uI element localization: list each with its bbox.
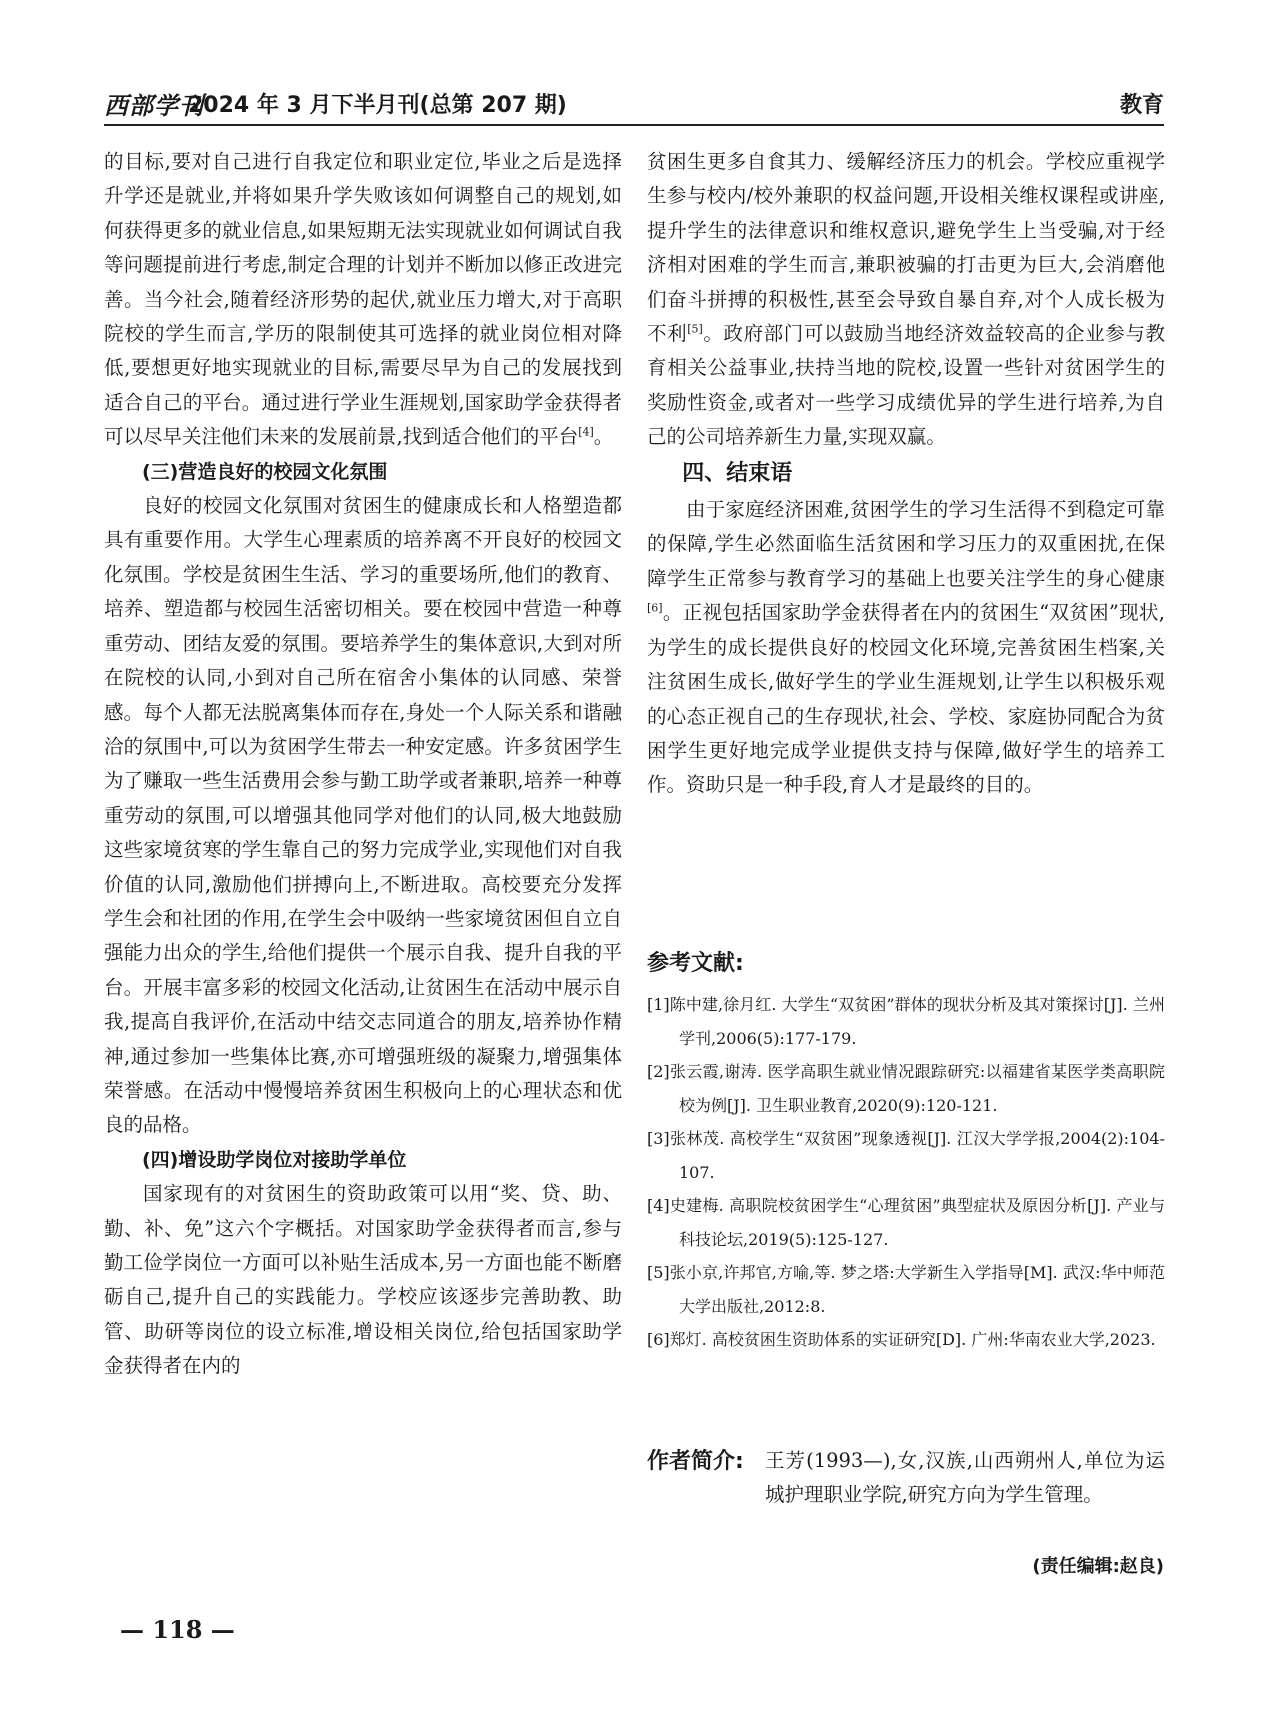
references-list	[647, 988, 1165, 1357]
responsible-editor: (责任编辑:赵良)	[1032, 1556, 1164, 1577]
paragraph: 的目标,要对自己进行自我定位和职业定位,毕业之后是选择升学还是就业,并将如果升学失败该如何调整自己的规划,如何获得更多的就业信息,如果短期无法实现就业如何调试自我等问题提前进行考虑,制定合理的计划并不断加以修正改进完善。当今社会,随着经济形势的起伏,就业压力增大,对于高职院校的学生而言,学历的限制使其可选择的就业岗位相对降低,要想更好地实现就业的目标,需要尽早为自己的发展找到适合自己的平台。通过进行学业生涯规划,国家助学金获得者可以尽早关注他们未来的发展前景,找到适合他们的平台[4]。	[104, 150, 622, 449]
page-header	[104, 84, 1164, 126]
section-heading: 四、结束语	[682, 460, 793, 486]
citation[interactable]: [5]	[687, 322, 703, 336]
author-label: 作者简介:	[647, 1449, 744, 1474]
paragraph: 贫困生更多自食其力、缓解经济压力的机会。学校应重视学生参与校内/校外兼职的权益问题,开设相关维权课程或讲座,提升学生的法律意识和维权意识,避免学生上当受骗,对于经济相对困难的学生而言,兼职被骗的打击更为巨大,会消磨他们奋斗拼搏的积极性,甚至会导致自暴自弃,对个人成长极为不利[5]。政府部门可以鼓励当地经济效益较高的企业参与教育相关公益事业,扶持当地的院校,设置一些针对贫困学生的奖励性资金,或者对一些学习成绩优异的学生进行培养,为自己的公司培养新生力量,实现双赢。	[647, 150, 1165, 449]
reference-item: [2]张云霞,谢涛. 医学高职生就业情况跟踪研究:以福建省某医学类高职院校为例[J]. 卫生职业教育,2020(9):120-121.	[647, 1062, 1165, 1115]
section-label: 教育	[1119, 93, 1164, 118]
reference-item: [3]张林茂. 高校学生“双贫困”现象透视[J]. 江汉大学学报,2004(2):104-107.	[647, 1129, 1165, 1182]
subsection-heading-3: (三)营造良好的校园文化氛围	[142, 460, 388, 483]
citation[interactable]: [6]	[647, 601, 663, 615]
author-text: 王芳(1993—),女,汉族,山西朔州人,单位为运城护理职业学院,研究方向为学生管理。	[765, 1449, 1165, 1507]
citation[interactable]: [4]	[578, 425, 594, 439]
page-number: — 118 —	[120, 1615, 235, 1644]
journal-logo: 西部学刊	[104, 91, 204, 120]
reference-item: [4]史建梅. 高职院校贫困学生“心理贫困”典型症状及原因分析[J]. 产业与科技论坛,2019(5):125-127.	[647, 1196, 1165, 1249]
reference-item: [5]张小京,许邦官,方喻,等. 梦之塔:大学新生入学指导[M]. 武汉:华中师范大学出版社,2012:8.	[647, 1263, 1165, 1316]
reference-item: [6]郑灯. 高校贫困生资助体系的实证研究[D]. 广州:华南农业大学,2023.	[647, 1330, 1156, 1349]
paragraph: 由于家庭经济困难,贫困学生的学习生活得不到稳定可靠的保障,学生必然面临生活贫困和学习压力的双重困扰,在保障学生正常参与教育学习的基础上也要关注学生的身心健康[6]。正视包括国家助学金获得者在内的贫困生“双贫困”现状,为学生的成长提供良好的校园文化环境,完善贫困生档案,关注贫困生成长,做好学生的学业生涯规划,让学生以积极乐观的心态正视自己的生存现状,社会、学校、家庭协同配合为贫困学生更好地完成学业提供支持与保障,做好学生的培养工作。资助只是一种手段,育人才是最终的目的。	[647, 498, 1165, 797]
journal-issue: 2024 年 3 月下半月刊(总第 207 期)	[188, 93, 567, 118]
left-column	[104, 145, 622, 1384]
paragraph: 良好的校园文化氛围对贫困生的健康成长和人格塑造都具有重要作用。大学生心理素质的培养离不开良好的校园文化氛围。学校是贫困生生活、学习的重要场所,他们的教育、培养、塑造都与校园生活密切相关。要在校园中营造一种尊重劳动、团结友爱的氛围。要培养学生的集体意识,大到对所在院校的认同,小到对自己所在宿舍小集体的认同感、荣誉感。每个人都无法脱离集体而存在,身处一个人际关系和谐融洽的氛围中,可以为贫困学生带去一种安定感。许多贫困学生为了赚取一些生活费用会参与勤工助学或者兼职,培养一种尊重劳动的氛围,可以增强其他同学对他们的认同,极大地鼓励这些家境贫寒的学生靠自己的努力完成学业,实现他们对自我价值的认同,激励他们拼搏向上,不断进取。高校要充分发挥学生会和社团的作用,在学生会中吸纳一些家境贫困但自立自强能力出众的学生,给他们提供一个展示自我、提升自我的平台。开展丰富多彩的校园文化活动,让贫困生在活动中展示自我,提高自我评价,在活动中结交志同道合的朋友,培养协作精神,通过参加一些集体比赛,亦可增强班级的凝聚力,增强集体荣誉感。在活动中慢慢培养贫困生积极向上的心理状态和优良的品格。	[104, 494, 622, 1137]
right-column	[647, 145, 1165, 803]
reference-item: [1]陈中建,徐月红. 大学生“双贫困”群体的现状分析及其对策探讨[J]. 兰州学刊,2006(5):177-179.	[647, 995, 1165, 1048]
paragraph: 国家现有的对贫困生的资助政策可以用“奖、贷、助、勤、补、免”这六个字概括。对国家助学金获得者而言,参与勤工俭学岗位一方面可以补贴生活成本,另一方面也能不断磨砺自己,提升自己的实践能力。学校应该逐步完善助教、助管、助研等岗位的设立标准,增设相关岗位,给包括国家助学金获得者在内的	[104, 1182, 622, 1378]
subsection-heading-4: (四)增设助学岗位对接助学单位	[142, 1148, 407, 1171]
references-title: 参考文献:	[647, 951, 744, 976]
